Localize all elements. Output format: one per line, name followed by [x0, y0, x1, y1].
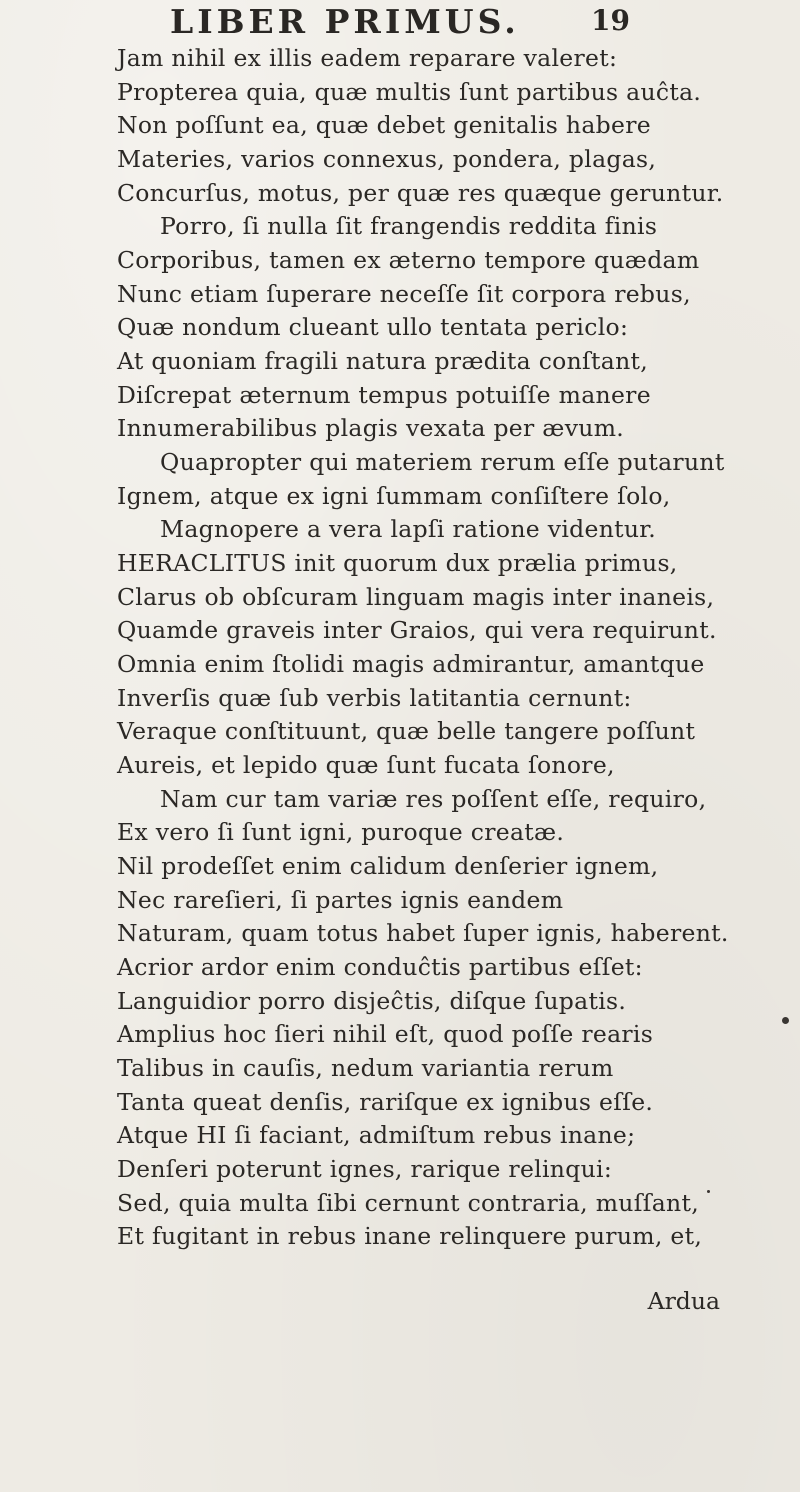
- verse-line: Corporibus, tamen ex æterno tempore quædam: [117, 246, 700, 274]
- verse-line: Diſcrepat æternum tempus potuiſſe manere: [117, 381, 651, 409]
- verse-line: HERACLITUS init quorum dux prælia primus,: [117, 549, 678, 577]
- verse-line: Quamde graveis inter Graios, qui vera requirunt.: [117, 616, 717, 644]
- verse-line: Jam nihil ex illis eadem reparare valeret:: [117, 44, 618, 72]
- catchword: Ardua: [647, 1287, 720, 1315]
- verse-line: Atque HI ſi faciant, admiſtum rebus inane;: [117, 1121, 636, 1149]
- verse-line: Tanta queat denſis, rariſque ex ignibus eſſe.: [117, 1088, 654, 1116]
- verse-line: Omnia enim ſtolidi magis admirantur, amantque: [117, 650, 705, 678]
- verse-line: Nam cur tam variæ res poſſent eſſe, requiro,: [160, 785, 707, 813]
- verse-line: Talibus in cauſis, nedum variantia rerum: [117, 1054, 614, 1082]
- verse-line: Concurſus, motus, per quæ res quæque geruntur.: [117, 179, 724, 207]
- verse-line: Nec rareſieri, ſi partes ignis eandem: [117, 886, 564, 914]
- verse-line: Ex vero ſi ſunt igni, puroque creatæ.: [117, 818, 565, 846]
- verse-line: Acrior ardor enim conduĉtis partibus eſſet:: [117, 953, 643, 981]
- verse-line: Languidior porro disjeĉtis, diſque ſupatis.: [117, 987, 627, 1015]
- verse-line: Aureis, et lepido quæ ſunt fucata ſonore,: [117, 751, 615, 779]
- verse-line: Propterea quia, quæ multis ſunt partibus auĉta.: [117, 78, 702, 106]
- verse-line: Denſeri poterunt ignes, rarique relinqui:: [117, 1155, 613, 1183]
- verse-line: Non poſſunt ea, quæ debet genitalis habere: [117, 111, 651, 139]
- verse-line: Nil prodeſſet enim calidum denſerier ignem,: [117, 852, 659, 880]
- paper-speck: [707, 1190, 710, 1193]
- verse-line: Magnopere a vera lapſi ratione videntur.: [160, 515, 657, 543]
- verse-line: Quæ nondum clueant ullo tentata periclo:: [117, 313, 629, 341]
- verse-line: Innumerabilibus plagis vexata per ævum.: [117, 414, 625, 442]
- verse-line: Veraque conſtituunt, quæ belle tangere poſſunt: [117, 717, 696, 745]
- verse-line: Porro, ſi nulla ſit frangendis reddita finis: [160, 212, 658, 240]
- verse-line: Naturam, quam totus habet ſuper ignis, haberent.: [117, 919, 729, 947]
- paper-speck: [782, 1017, 789, 1024]
- verse-line: Clarus ob obſcuram linguam magis inter inaneis,: [117, 583, 715, 611]
- verse-line: Quapropter qui materiem rerum eſſe putarunt: [160, 448, 725, 476]
- verse-line: Amplius hoc ſieri nihil eſt, quod poſſe rearis: [117, 1020, 654, 1048]
- verse-line: Sed, quia multa ſibi cernunt contraria, muſſant,: [117, 1189, 699, 1217]
- verse-line: Inverſis quæ ſub verbis latitantia cernunt:: [117, 684, 632, 712]
- running-title: LIBER PRIMUS.: [170, 2, 520, 41]
- verse-line: Et fugitant in rebus inane relinquere purum, et,: [117, 1222, 703, 1250]
- verse-line: Materies, varios connexus, pondera, plagas,: [117, 145, 657, 173]
- page-number: 19: [591, 4, 630, 37]
- verse-line: Ignem, atque ex igni ſummam conſiſtere ſolo,: [117, 482, 671, 510]
- verse-line: At quoniam fragili natura prædita conſtant,: [117, 347, 649, 375]
- verse-line: Nunc etiam ſuperare neceſſe ſit corpora rebus,: [117, 280, 691, 308]
